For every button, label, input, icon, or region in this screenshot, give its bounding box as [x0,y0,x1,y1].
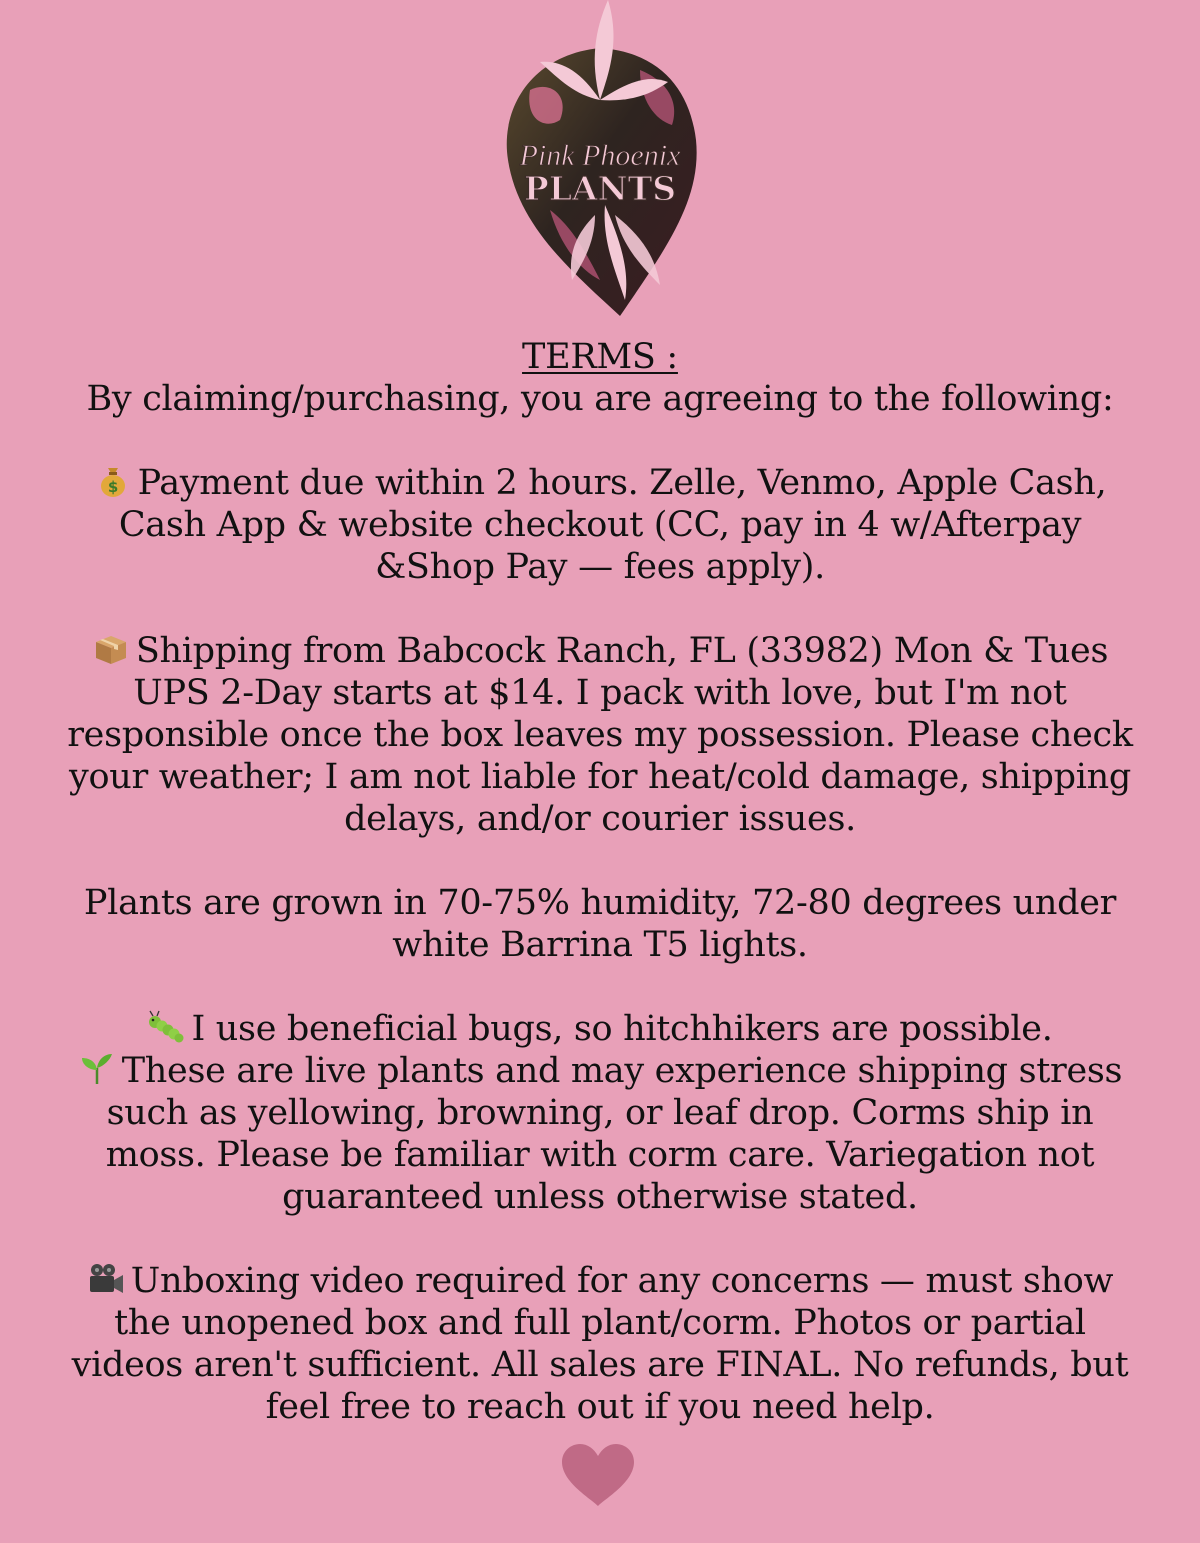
caterpillar-icon [147,1010,185,1044]
payment-line-3: &Shop Pay — fees apply). [375,547,825,587]
plants-line-3: moss. Please be familiar with corm care. Variegation not [105,1135,1095,1175]
unboxing-section [20,1260,1180,1428]
unboxing-line-4: feel free to reach out if you need help. [265,1387,935,1427]
growing-section [20,882,1180,966]
seedling-icon [78,1052,116,1086]
bugs-line [20,1008,1180,1050]
growing-line-2: white Barrina T5 lights. [392,925,808,965]
shipping-line-1 [20,630,1180,672]
payment-section [20,462,1180,588]
unboxing-line-2: the unopened box and full plant/corm. Photos or partial [114,1303,1086,1343]
pink-phoenix-logo [490,0,710,322]
shipping-section [20,630,1180,840]
money-bag-icon [94,464,132,498]
payment-line-1-text: Payment due within 2 hours. Zelle, Venmo, Apple Cash, [137,463,1107,503]
movie-camera-icon [87,1262,125,1296]
payment-line-2: Cash App & website checkout (CC, pay in 4 w/Afterpay [118,505,1082,545]
heart-icon [560,1442,636,1508]
svg-text:$: $ [107,478,118,496]
unboxing-line-3: videos aren't sufficient. All sales are FINAL. No refunds, but [71,1345,1129,1385]
shipping-line-1-text: Shipping from Babcock Ranch, FL (33982) Mon & Tues [135,631,1109,671]
terms-document [20,336,1180,1428]
unboxing-line-1 [20,1260,1180,1302]
payment-line-1 [20,462,1180,504]
plants-line-1-text: These are live plants and may experience shipping stress [121,1051,1123,1091]
logo-word-text: PLANTS [523,169,677,208]
unboxing-line-1-text: Unboxing video required for any concerns — must show [130,1261,1114,1301]
shipping-line-5: delays, and/or courier issues. [344,799,856,839]
bugs-line-text: I use beneficial bugs, so hitchhikers are possible. [191,1009,1053,1049]
package-icon [92,632,130,666]
terms-title: TERMS : [522,337,678,377]
terms-intro: By claiming/purchasing, you are agreeing to the following: [86,379,1114,419]
plants-line-1 [20,1050,1180,1092]
logo-script-text: Pink Phoenix [519,139,681,172]
plants-line-2: such as yellowing, browning, or leaf drop. Corms ship in [106,1093,1094,1133]
growing-line-1: Plants are grown in 70-75% humidity, 72-80 degrees under [83,883,1117,923]
bugs-plants-section [20,1008,1180,1218]
plants-line-4: guaranteed unless otherwise stated. [282,1177,918,1217]
phoenix-leaf-logo-icon [490,0,710,322]
shipping-line-2: UPS 2-Day starts at $14. I pack with love, but I'm not [133,673,1067,713]
shipping-line-3: responsible once the box leaves my possession. Please check [67,715,1133,755]
shipping-line-4: your weather; I am not liable for heat/cold damage, shipping [69,757,1131,797]
